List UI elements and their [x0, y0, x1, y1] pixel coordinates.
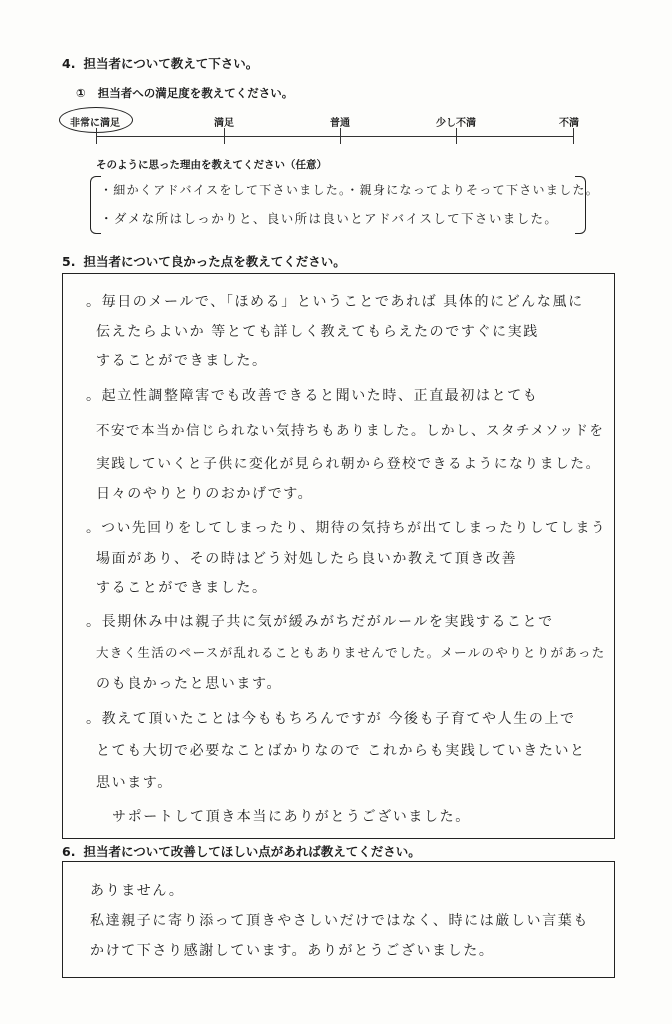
reason-label: そのように思った理由を教えてください（任意）: [96, 159, 327, 171]
q5-heading: [62, 252, 346, 270]
q6-heading: [62, 842, 421, 860]
q4-sub-title: 担当者への満足度を教えてください。: [97, 86, 294, 100]
q5-line: 大きく生活のペースが乱れることもありませんでした。メールのやりとりがあった: [96, 645, 606, 660]
q5-line: することができました。: [96, 580, 268, 596]
q6-title: 担当者について改善してほしい点があれば教えてください。: [83, 844, 421, 859]
q4-sub-number: ①: [76, 86, 86, 100]
scale-tick: [573, 128, 574, 144]
q5-line: 場面があり、その時はどう対処したら良いか教えて頂き改善: [96, 551, 518, 567]
scale-line: [96, 136, 574, 137]
q5-line: 実践していくと子供に変化が見られ朝から登校できるようになりました。: [96, 456, 601, 472]
scale-label-satisfied: 満足: [214, 118, 234, 129]
q5-line: とても大切で必要なことばかりなので これからも実践していきたいと: [96, 743, 586, 759]
reason-line: ・細かくアドバイスをして下さいました。・親身になってよりそって下さいました。: [100, 183, 600, 197]
q5-line: 思います。: [96, 775, 173, 791]
q5-line: サポートして頂き本当にありがとうございました。: [112, 809, 471, 825]
q5-line: のも良かったと思います。: [96, 676, 283, 692]
scale-label-very-satisfied: 非常に満足: [70, 118, 120, 129]
q5-line: 。長期休み中は親子共に気が緩みがちだがルールを実践することで: [86, 614, 554, 630]
scale-tick: [96, 128, 97, 144]
scale-label-dissatisfied: 不満: [559, 118, 579, 129]
q5-number: 5.: [62, 254, 76, 269]
q5-line: 。毎日のメールで、「ほめる」ということであれば 具体的にどんな風に: [86, 294, 584, 310]
scale-tick: [340, 128, 341, 144]
q5-line: 。つい先回りをしてしまったり、期待の気持ちが出てしまったりしてしまう: [86, 520, 607, 536]
q6-number: 6.: [62, 844, 76, 859]
q5-line: 伝えたらよいか 等とても詳しく教えてもらえたのですぐに実践: [96, 324, 539, 340]
q4-title: 担当者について教えて下さい。: [83, 56, 259, 71]
q5-line: 不安で本当か信じられない気持ちもありました。しかし、スタチメソッドを: [96, 423, 605, 439]
q6-line: 私達親子に寄り添って頂きやさしいだけではなく、時には厳しい言葉も: [90, 913, 589, 929]
satisfaction-scale: [0, 0, 672, 160]
q5-line: 。起立性調整障害でも改善できると聞いた時、正直最初はとても: [86, 388, 539, 404]
q4-number: 4.: [62, 56, 76, 71]
scale-label-slightly-dissatisfied: 少し不満: [436, 118, 476, 129]
q5-title: 担当者について良かった点を教えてください。: [83, 254, 346, 269]
scale-label-neutral: 普通: [330, 118, 350, 129]
q5-line: 日々のやりとりのおかげです。: [96, 486, 314, 502]
q5-line: することができました。: [96, 353, 268, 369]
scale-tick: [456, 128, 457, 144]
scale-tick: [224, 128, 225, 144]
q5-line: 。教えて頂いたことは今ももちろんですが 今後も子育てや人生の上で: [86, 711, 576, 727]
reason-line: ・ダメな所はしっかりと、良い所は良いとアドバイスして下さいました。: [100, 211, 559, 226]
q6-line: かけて下さり感謝しています。ありがとうございました。: [90, 943, 495, 959]
q6-line: ありません。: [90, 883, 185, 899]
